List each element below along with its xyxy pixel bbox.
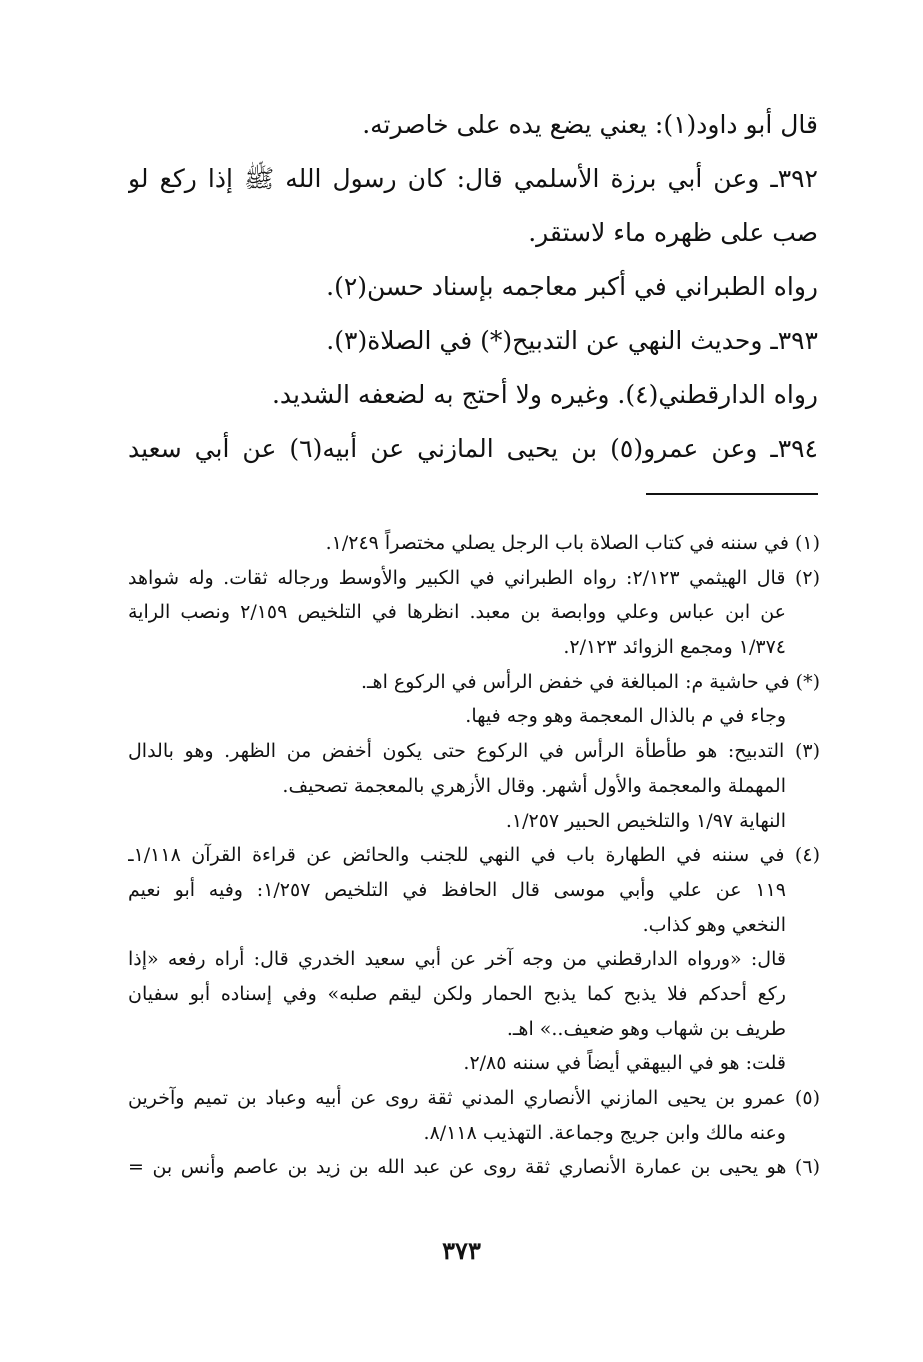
- footnote-5: (٥) عمرو بن يحيى المازني الأنصاري المدني ثقة روى عن أبيه وعباد بن تميم وآخرين: [128, 1087, 820, 1109]
- footnote-4: (٤) في سننه في الطهارة باب في النهي للجنب والحائض عن قراءة القرآن ١/١١٨ـ: [128, 844, 820, 867]
- main-line-1: قال أبو داود(١): يعني يضع يده على خاصرته.: [362, 110, 818, 139]
- footnote-star-cont: وجاء في م بالذال المعجمة وهو وجه فيها.: [465, 705, 786, 728]
- main-line-3: صب على ظهره ماء لاستقر.: [528, 218, 818, 247]
- footnote-4-cont: ١١٩ عن علي وأبي موسى قال الحافظ في التلخيص ١/٢٥٧: وفيه أبو نعيم: [128, 878, 786, 901]
- footnote-4-cont: طريف بن شهاب وهو ضعيف..» اهـ.: [506, 1017, 786, 1040]
- footnote-4-cont: ركع أحدكم فلا يذبح كما يذبح الحمار ولكن ليقم صلبه» وفي إسناده أبو سفيان: [128, 982, 786, 1005]
- footnote-3-cont: النهاية ١/٩٧ والتلخيص الحبير ١/٢٥٧.: [505, 809, 786, 832]
- footnote-4-cont: النخعي وهو كذاب.: [642, 913, 786, 936]
- footnote-2: (٢) قال الهيثمي ٢/١٢٣: رواه الطبراني في الكبير والأوسط ورجاله ثقات. وله شواهد: [128, 566, 820, 589]
- footnote-1: (١) في سننه في كتاب الصلاة باب الرجل يصلي مختصراً ١/٢٤٩.: [325, 532, 820, 554]
- footnote-3: (٣) التدبيح: هو طأطأة الرأس في الركوع حتى يكون أخفض من الظهر. وهو بالدال: [128, 740, 820, 763]
- footnote-2-cont: ١/٣٧٤ ومجمع الزوائد ٢/١٢٣.: [563, 636, 786, 659]
- main-text-block: [128, 98, 818, 476]
- footnote-separator: [646, 493, 818, 495]
- footnote-4-cont: قال: «ورواه الدارقطني من وجه آخر عن أبي سعيد الخدري قال: أراه رفعه «إذا: [128, 948, 786, 971]
- footnotes-block: [128, 526, 820, 1185]
- footnote-2-cont: عن ابن عباس وعلي ووابصة بن معبد. انظرها في التلخيص ٢/١٥٩ ونصب الراية: [128, 601, 786, 624]
- footnote-star: (*) في حاشية م: المبالغة في خفض الرأس في الركوع اهـ.: [360, 670, 820, 693]
- footnote-3-cont: المهملة والمعجمة والأول أشهر. وقال الأزهري بالمعجمة تصحيف.: [282, 774, 786, 797]
- main-line-5-hadith-393: ٣٩٣ـ وحديث النهي عن التدبيح(*) في الصلاة(٣).: [326, 326, 818, 355]
- main-line-6: رواه الدارقطني(٤). وغيره ولا أحتج به لضعفه الشديد.: [271, 380, 818, 409]
- main-line-2-hadith-392: ٣٩٢ـ وعن أبي برزة الأسلمي قال: كان رسول الله ﷺ إذا ركع لو: [128, 164, 818, 193]
- page-number: ٣٧٣: [442, 1236, 481, 1265]
- main-line-4: رواه الطبراني في أكبر معاجمه بإسناد حسن(٢).: [326, 272, 818, 301]
- footnote-6: (٦) هو يحيى بن عمارة الأنصاري ثقة روى عن عبد الله بن زيد بن عاصم وأنس بن =: [128, 1156, 820, 1179]
- main-line-7-hadith-394: ٣٩٤ـ وعن عمرو(٥) بن يحيى المازني عن أبيه(٦) عن أبي سعيد: [128, 434, 818, 463]
- footnote-4-cont: قلت: هو في البيهقي أيضاً في سننه ٢/٨٥.: [463, 1052, 786, 1075]
- footnote-5-cont: وعنه مالك وابن جريج وجماعة. التهذيب ٨/١١٨.: [423, 1121, 786, 1144]
